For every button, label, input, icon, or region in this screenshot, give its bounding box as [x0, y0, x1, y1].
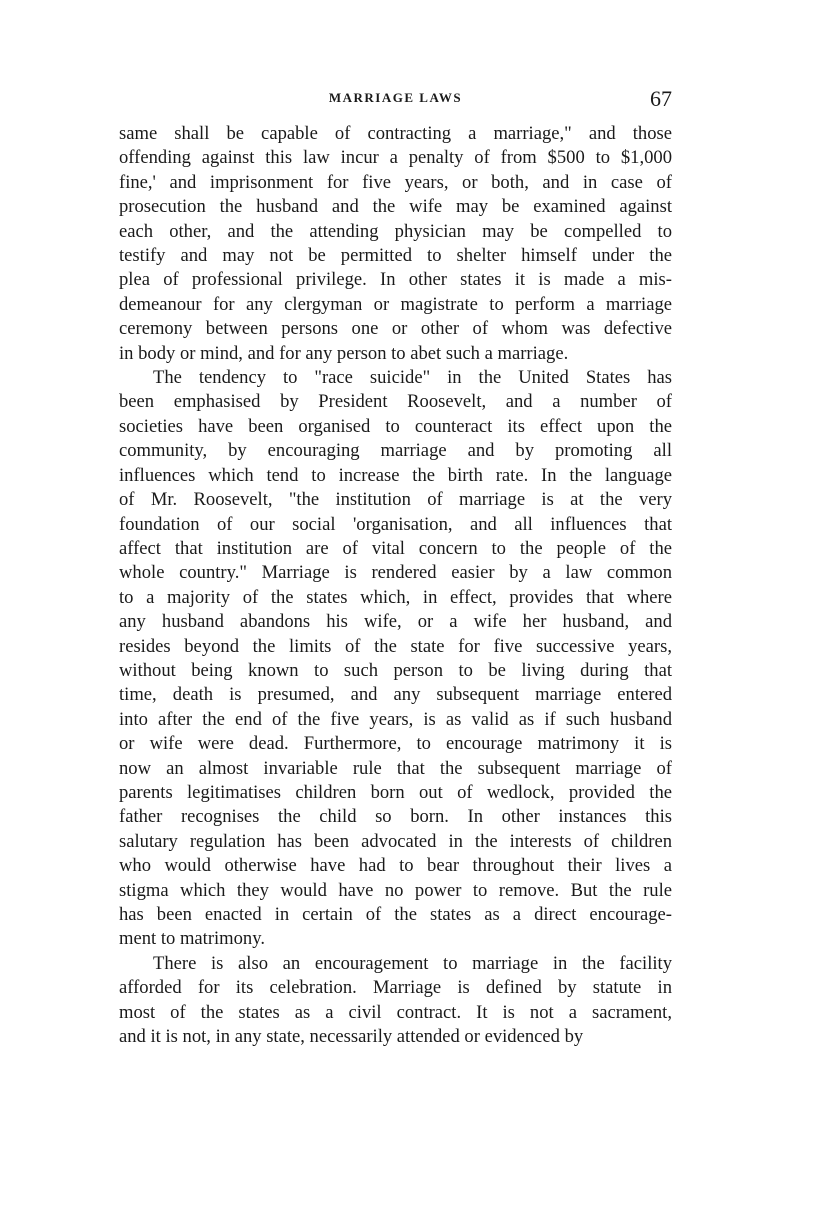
text-line: parents legitimatises children born out of wedlock, provided the [119, 781, 672, 803]
text-line: salutary regulation has been advocated in the interests of children [119, 830, 672, 852]
text-line: and it is not, in any state, necessarily attended or evidenced by [119, 1026, 584, 1048]
text-line: has been enacted in certain of the states as a direct encourage- [119, 904, 672, 925]
page-number: 67 [650, 86, 672, 111]
text-line: time, death is presumed, and any subsequent marriage entered [119, 684, 672, 706]
text-line: foundation of our social 'organisation, and all influences that [119, 513, 672, 535]
text-line: There is also an encouragement to marriage in the facility [153, 952, 672, 974]
paragraph [119, 952, 672, 1050]
text-line: without being known to such person to be living during that [119, 659, 672, 681]
text-line: most of the states as a civil contract. It is not a sacrament, [119, 1001, 672, 1023]
text-line: societies have been organised to counteract its effect upon the [119, 415, 672, 437]
text-line: of Mr. Roosevelt, "the institution of marriage is at the very [119, 489, 672, 511]
body-text [119, 122, 672, 1049]
text-line: into after the end of the five years, is as valid as if such husband [119, 708, 672, 730]
text-line: community, by encouraging marriage and by promoting all [119, 440, 672, 462]
text-line: testify and may not be permitted to shelter himself under the [119, 245, 672, 267]
paragraph [119, 122, 672, 366]
text-line: ment to matrimony. [119, 928, 265, 950]
text-line: each other, and the attending physician may be compelled to [119, 220, 672, 242]
text-line: influences which tend to increase the birth rate. In the language [119, 464, 672, 486]
running-head [119, 86, 672, 116]
text-line: affect that institution are of vital concern to the people of the [119, 537, 672, 559]
text-line: afforded for its celebration. Marriage is defined by statute in [119, 977, 672, 999]
text-line: or wife were dead. Furthermore, to encourage matrimony it is [119, 733, 672, 755]
text-line: now an almost invariable rule that the subsequent marriage of [119, 757, 672, 779]
paragraph [119, 366, 672, 952]
text-line: in body or mind, and for any person to abet such a marriage. [119, 342, 569, 364]
text-line: to a majority of the states which, in effect, provides that where [119, 586, 672, 608]
text-line: offending against this law incur a penalty of from $500 to $1,000 [119, 147, 672, 169]
text-line: stigma which they would have no power to remove. But the rule [119, 879, 672, 901]
text-line: fine,' and imprisonment for five years, or both, and in case of [119, 171, 672, 193]
text-line: father recognises the child so born. In other instances this [119, 806, 672, 828]
text-line: prosecution the husband and the wife may be examined against [119, 196, 672, 218]
text-line: been emphasised by President Roosevelt, and a number of [119, 391, 672, 413]
text-line: same shall be capable of contracting a marriage," and those [119, 123, 672, 144]
running-title: MARRIAGE LAWS [328, 90, 463, 105]
text-line: who would otherwise have had to bear throughout their lives a [119, 855, 672, 877]
text-line: any husband abandons his wife, or a wife her husband, and [119, 611, 672, 633]
text-line: plea of professional privilege. In other states it is made a mis- [119, 269, 672, 291]
text-line: whole country." Marriage is rendered easier by a law common [119, 562, 672, 584]
text-line: The tendency to "race suicide" in the United States has [153, 367, 672, 389]
text-line: resides beyond the limits of the state for five successive years, [119, 635, 672, 657]
text-line: ceremony between persons one or other of whom was defective [119, 318, 672, 340]
text-line: demeanour for any clergyman or magistrate to perform a marriage [119, 293, 672, 315]
